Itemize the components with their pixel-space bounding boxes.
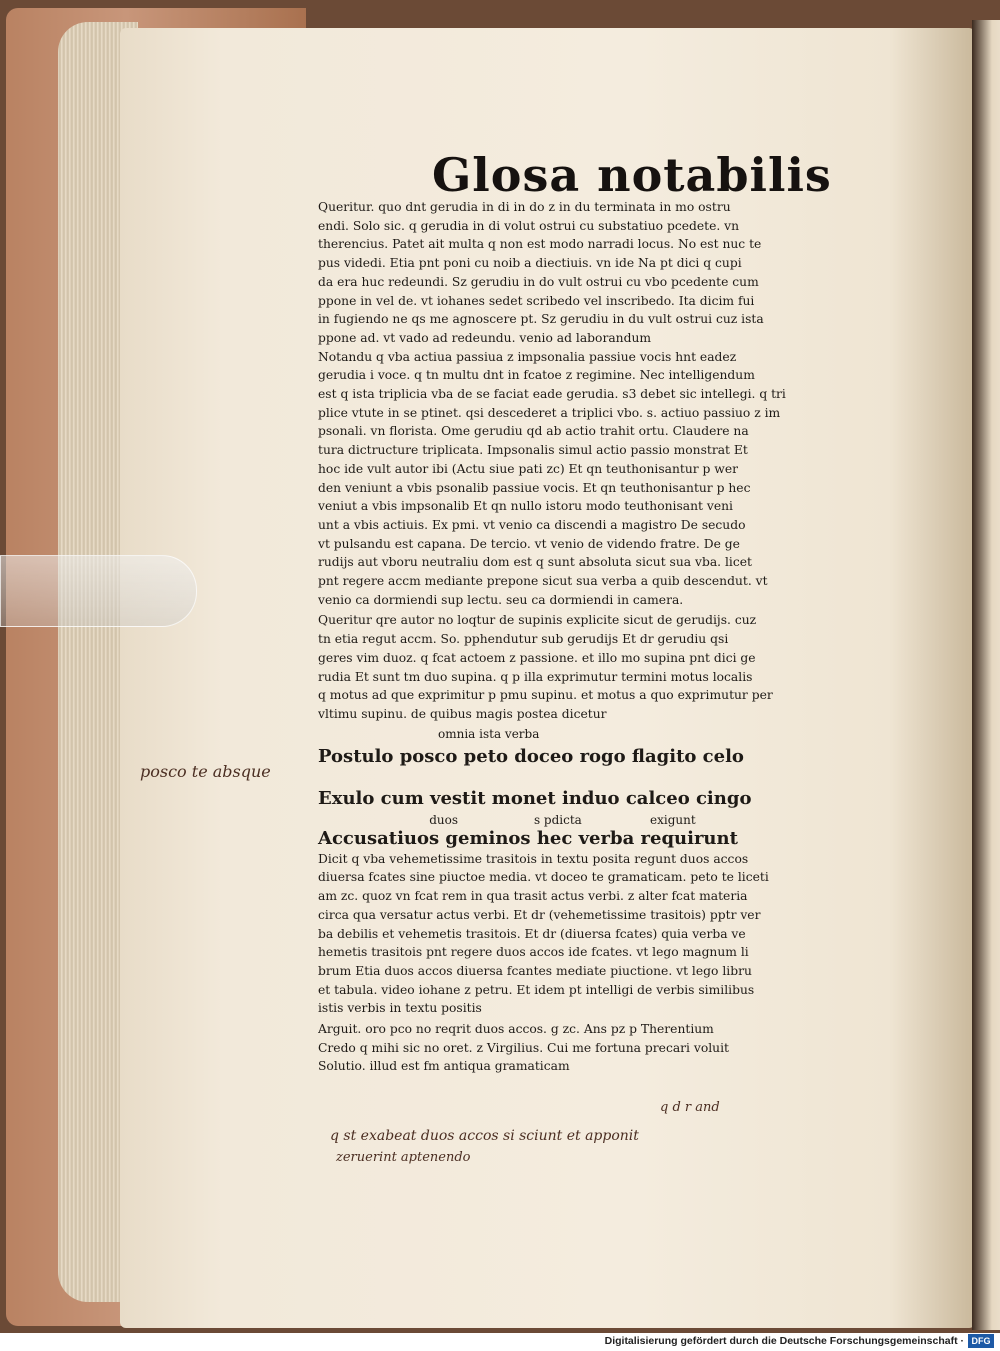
text-line: Credo q mihi sic no oret. z Virgilius. Cui me fortuna precari voluit [318,1040,729,1055]
facing-page-edge [972,20,1000,1330]
text-line: Queritur. quo dnt gerudia in di in do z in du terminata in mo ostru [318,200,731,214]
text-line: den veniunt a vbis psonalib passiue vocis. Et qn teuthonisantur p hec [318,480,751,495]
interlinear-gloss-2c: exigunt [649,812,696,827]
text-line: veniut a vbis impsonalib Et qn nullo istoru modo teuthonisant veni [318,499,733,514]
text-line: venio ca dormiendi sup lectu. seu ca dormiendi in camera. [318,592,684,607]
text-line: hoc ide vult autor ibi (Actu siue pati zc) Et qn teuthonisantur p wer [318,461,738,476]
text-line: ba debilis et vehemetis trasitois. Et dr (diuersa fcates) quia verba ve [318,926,746,941]
text-line: ppone ad. vt vado ad redeundu. venio ad laborandum [318,330,652,345]
text-line: vt pulsandu est capana. De tercio. vt venio de videndo fratre. De ge [318,536,740,551]
text-line: gerudia i voce. q tn multu dnt in fcatoe z regimine. Nec intelligendum [318,368,755,383]
text-line: q motus ad que exprimitur p pmu supinu. et motus a quo exprimutur per [318,688,773,703]
text-line: unt a vbis actiuis. Ex pmi. vt venio ca discendi a magistro De secudo [318,517,746,532]
gloss-paragraph-3 [318,611,858,723]
text-line: circa qua versatur actus verbi. Et dr (vehemetissime trasitois) pptr ver [318,907,761,922]
text-line: am zc. quoz vn fcat rem in qua trasit actus verbi. z alter fcat materia [318,889,748,904]
text-line: et tabula. video iohane z petru. Et idem pt intelligi de verbis similibus [318,982,755,997]
gloss-text [318,198,858,1076]
text-line: psonali. vn florista. Ome gerudiu qd ab actio trahit ortu. Claudere na [318,424,749,439]
text-line: ppone in vel de. vt iohanes sedet scribedo vel inscribedo. Ita dicim fui [318,293,755,308]
text-line: diuersa fcates sine piuctoe media. vt doceo te gramaticam. peto te liceti [318,870,769,885]
text-line: brum Etia duos accos diuersa fcantes mediate piuctione. vt lego libru [318,963,752,978]
text-line: plice vtute in se ptinet. qsi descederet a triplici vbo. s. actiuo passiuo z im [318,405,781,420]
marginal-note-left: posco te absque [140,762,271,781]
gloss-paragraph-2 [318,348,858,610]
text-line: endi. Solo sic. q gerudia in di volut ostrui cu substatiuo pcedete. vn [318,218,740,233]
verse-line-2: Exulo cum vestit monet induo calceo cingo [318,787,752,809]
marginal-note-right: q d r and [660,1100,720,1115]
interlinear-gloss-2 [318,812,858,828]
text-line: Solutio. illud est fm antiqua gramaticam [318,1059,570,1074]
text-line: geres vim duoz. q fcat actoem z passione. et illo mo supina pnt dici ge [318,650,756,665]
text-line: est q ista triplicia vba de se faciat eade gerudia. s3 debet sic intellegi. q tri [318,387,786,402]
text-line: hemetis trasitois pnt regere duos accos ide fcates. vt lego magnum li [318,945,749,960]
gloss-paragraph-4 [318,850,858,1018]
text-line: vltimu supinu. de quibus magis postea dicetur [318,706,607,721]
text-line: Queritur qre autor no loqtur de supinis explicite sicut de gerudijs. cuz [318,613,757,628]
gloss-paragraph-5 [318,1020,858,1076]
interlinear-gloss-1: omnia ista verba [438,726,540,741]
text-line: pus videdi. Etia pnt poni cu noib a diectiuis. vn ide Na pt dici q cupi [318,256,742,271]
text-line: Notandu q vba actiua passiua z impsonalia passiue vocis hnt eadez [318,349,737,364]
verse-line-1: Postulo posco peto doceo rogo flagito celo [318,745,744,767]
page-title: Glosa notabilis [432,148,832,202]
text-line: da era huc redeundi. Sz gerudiu in do vult ostrui cu vbo pcedente cum [318,274,759,289]
text-line: Dicit q vba vehemetissime trasitois in textu posita regunt duos accos [318,851,749,866]
text-line: pnt regere accm mediante prepone sicut sua verba a quib descendut. vt [318,574,768,589]
transparent-bookmark [0,555,197,627]
text-line: Arguit. oro pco no reqrit duos accos. g zc. Ans pz p Therentium [318,1022,714,1037]
text-line: tn etia regut accm. So. pphendutur sub gerudijs Et dr gerudiu qsi [318,632,729,647]
marginal-note-bottom-2: zeruerint aptenendo [336,1150,471,1165]
verse-line-3: Accusatiuos geminos hec verba requirunt [318,827,738,849]
text-line: rudijs aut vboru neutraliu dom est q sunt absoluta sicut sua vba. licet [318,555,752,570]
text-line: therencius. Patet ait multa q non est modo narradi locus. No est nuc te [318,237,762,252]
text-line: in fugiendo ne qs me agnoscere pt. Sz gerudiu in du vult ostrui cuz ista [318,312,764,327]
text-line: tura dictructure triplicata. Impsonalis simul actio passio monstrat Et [318,443,748,458]
footer-bar [0,1333,1000,1351]
funding-credit: Digitalisierung gefördert durch die Deutsche Forschungsgemeinschaft · [604,1335,964,1347]
text-line: istis verbis in textu positis [318,1001,482,1016]
marginal-note-bottom-1: q st exabeat duos accos si sciunt et apponit [330,1128,639,1144]
gloss-paragraph-1 [318,198,858,348]
text-line: rudia Et sunt tm duo supina. q p illa exprimutur termini motus localis [318,669,753,684]
interlinear-gloss-2b: s pdicta [533,812,582,827]
interlinear-gloss-2a: duos [429,812,458,827]
dfg-logo: DFG [968,1334,994,1348]
